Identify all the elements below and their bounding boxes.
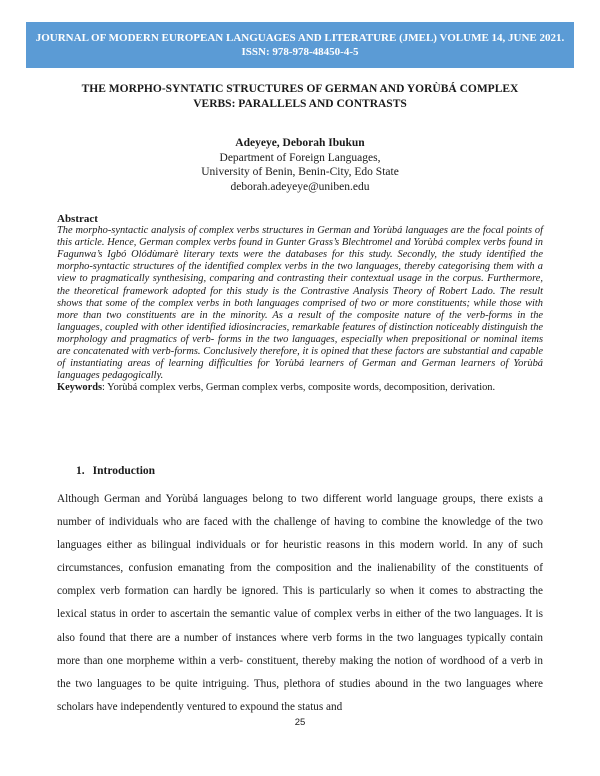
journal-header-banner — [26, 22, 574, 68]
keywords-text: : Yorùbá complex verbs, German complex verbs, composite words, decomposition, derivation. — [102, 382, 496, 394]
paper-title: THE MORPHO-SYNTATIC STRUCTURES OF GERMAN AND YORÙBÁ COMPLEX VERBS: PARALLELS AND CONTRASTS — [81, 83, 519, 110]
author-block — [100, 136, 500, 194]
section-title: Introduction — [92, 465, 156, 477]
author-university: University of Benin, Benin-City, Edo State — [201, 166, 399, 178]
introduction-text: Although German and Yorùbá languages belong to two different world language groups, there exists a number of individuals who are faced with the challenge of having to combine the knowledge of the two languages either as bilingual individuals or for heuristic reasons in this modern world. In any of such circumstances, confusion emanating from the composition and the inalienability of the constituents of complex verb formation can hardly be ignored. This is particularly so when it comes to abstracting the lexical status in order to ascertain the semantic value of complex verbs in either of the two languages. It is also found that there are a number of instances where verb forms in the two languages typically contain more than one morpheme within a verb- constituent, thereby making the notion of wordhood of a verb in the two languages to be quite intriguing. Thus, plethora of studies abound in the two languages where scholars have independently ventured to expound the status and — [57, 493, 543, 713]
abstract-section — [57, 213, 543, 394]
journal-header-line1: JOURNAL OF MODERN EUROPEAN LANGUAGES AND LITERATURE (JMEL) VOLUME 14, JUNE 2021. — [35, 32, 565, 44]
abstract-text: The morpho-syntactic analysis of complex verbs structures in German and Yorùbá languages are the focal points of this article. Hence, German complex verbs found in Gunter Grass’s Blechtromel and Yorùbá complex verbs found in Fagunwa’s Igbó Olódùmarè literary texts were the databases for this study. Secondly, the study identified the morpho-syntactic structures of the identified complex verbs in the two languages, thereby categorising them with a view to pragmatically synthesising, comparing and contrasting their contextual usage in the corpus. Furthermore, the theoretical framework adopted for this study is the Contrastive Analysis Theory of Robert Lado. The result shows that some of the complex verbs in both languages comprised of two or more constituents; while those with more than two constituents are in the minority. As a result of the composite nature of the verb-forms in the languages, coupled with other identified idiosincracies, remarkable features of distinction noticeably distinguish the morphology and pragmatics of verb- forms in the two languages, especially when prepositional or nominal items are concatenated with verb-forms. Conclusively therefore, it is opined that these factors are substantial and capable of instantiating areas of learning difficulties for Yorùbá learners of German and German learners of Yorùbá languages pedagogically. — [57, 225, 543, 382]
author-name: Adeyeye, Deborah Ibukun — [235, 137, 365, 149]
author-email[interactable]: deborah.adeyeye@uniben.edu — [230, 180, 370, 193]
keywords-label: Keywords — [57, 382, 103, 394]
introduction-heading — [76, 465, 155, 477]
section-number: 1. — [76, 465, 85, 477]
page-number: 25 — [294, 717, 306, 728]
author-department: Department of Foreign Languages, — [219, 151, 381, 164]
journal-header-line2: ISSN: 978-978-48450-4-5 — [241, 46, 359, 58]
abstract-heading: Abstract — [57, 213, 98, 225]
keywords-line — [57, 382, 543, 394]
